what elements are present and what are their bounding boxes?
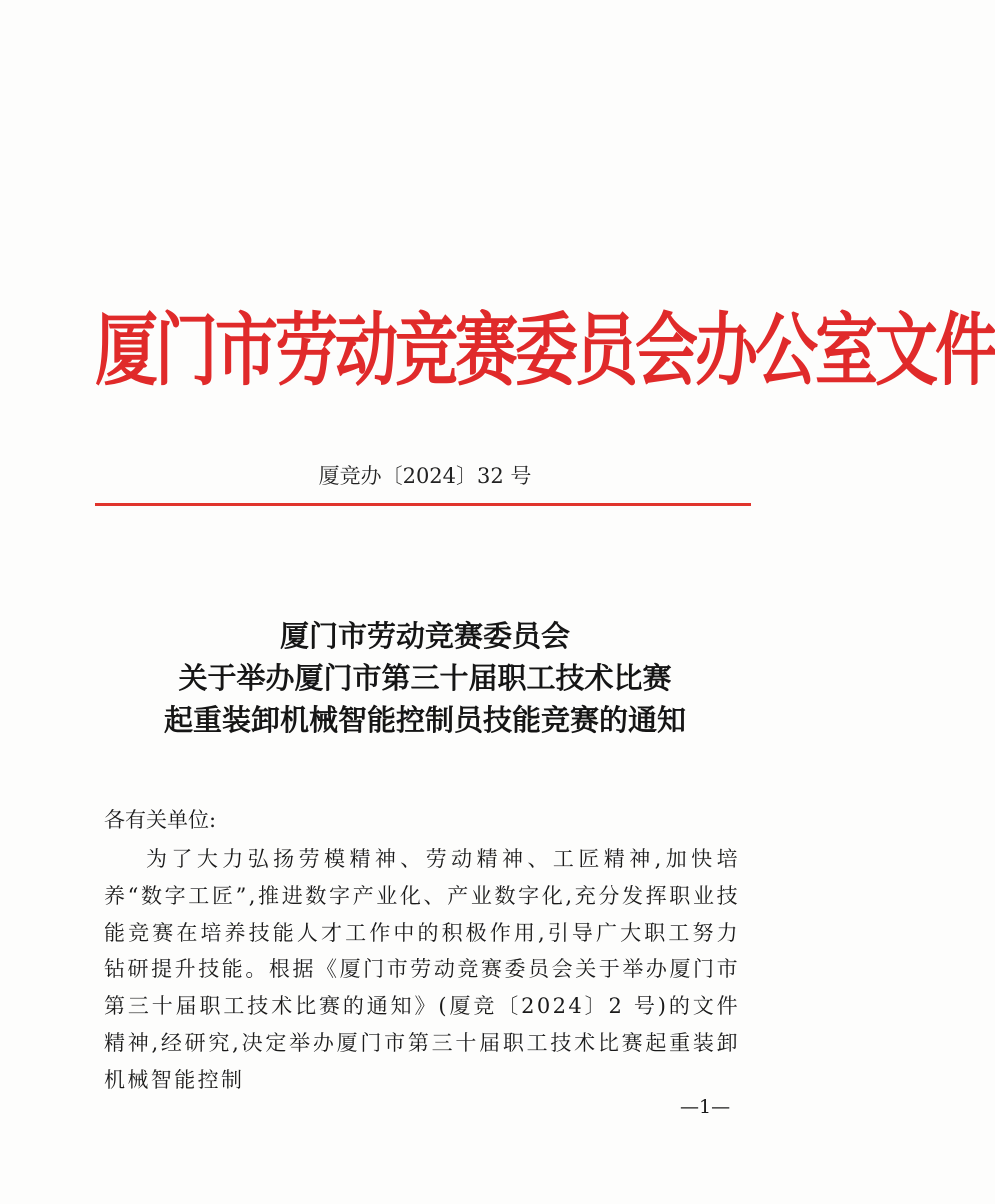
notice-title-line-2: 关于举办厦门市第三十届职工技术比赛 xyxy=(178,661,672,695)
notice-title-line-3: 起重装卸机械智能控制员技能竞赛的通知 xyxy=(163,703,686,737)
red-divider-line xyxy=(95,503,751,506)
body-paragraph: 为了大力弘扬劳模精神、劳动精神、工匠精神,加快培养“数字工匠”,推进数字产业化、产业数字化,充分发挥职业技能竞赛在培养技能人才工作中的积极作用,引导广大职工努力钻研提升技能。根据《厦门市劳动竞赛委员会关于举办厦门市第三十届职工技术比赛的通知》(厦竞〔2024〕2 号)的文件精神,经研究,决定举办厦门市第三十届职工技术比赛起重装卸机械智能控制 xyxy=(104,847,740,1092)
notice-title-line-1: 厦门市劳动竞赛委员会 xyxy=(279,619,570,653)
notice-title xyxy=(0,615,850,741)
salutation: 各有关单位: xyxy=(104,808,217,832)
page-number: —1— xyxy=(680,1096,731,1118)
document-number: 厦竞办〔2024〕32 号 xyxy=(318,464,532,488)
issuing-office-header: 厦门市劳动竞赛委员会办公室文件 xyxy=(95,303,995,397)
